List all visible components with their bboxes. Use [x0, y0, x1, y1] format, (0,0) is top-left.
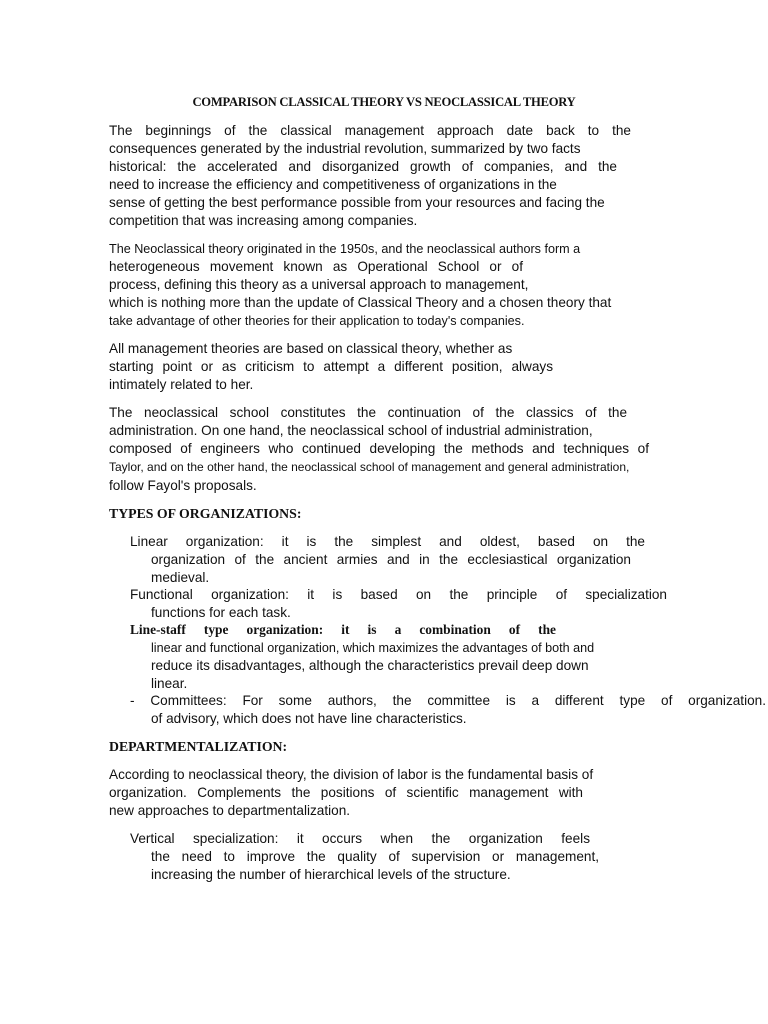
text-line: take advantage of other theories for their application to today's companies.	[109, 314, 525, 328]
text-line: All management theories are based on classical theory, whether as	[109, 341, 513, 356]
list-item-continuation: reduce its disadvantages, although the characteristics prevail deep down	[151, 658, 589, 673]
list-item: Vertical specialization: it occurs when the organization feels	[130, 831, 590, 846]
section-heading-types: TYPES OF ORGANIZATIONS:	[109, 506, 302, 521]
list-item-continuation: of advisory, which does not have line characteristics.	[151, 711, 467, 726]
text-line: which is nothing more than the update of Classical Theory and a chosen theory that	[109, 295, 612, 310]
text-line: heterogeneous movement known as Operational School or of	[109, 259, 523, 274]
text-line: administration. On one hand, the neoclassical school of industrial administration,	[109, 423, 593, 438]
list-item-continuation: the need to improve the quality of supervision or management,	[151, 849, 599, 864]
list-item-continuation: organization of the ancient armies and in the ecclesiastical organization	[151, 552, 631, 567]
list-item: Functional organization: it is based on the principle of specialization	[130, 587, 667, 602]
text-line: process, defining this theory as a universal approach to management,	[109, 277, 529, 292]
list-item-continuation: increasing the number of hierarchical levels of the structure.	[151, 867, 511, 882]
section-heading-departmentalization: DEPARTMENTALIZATION:	[109, 739, 288, 754]
text-line: According to neoclassical theory, the division of labor is the fundamental basis of	[109, 767, 594, 782]
text-line: new approaches to departmentalization.	[109, 803, 351, 818]
list-item-continuation: linear and functional organization, which maximizes the advantages of both and	[151, 641, 595, 655]
list-item-continuation: medieval.	[151, 570, 210, 585]
text-line: starting point or as criticism to attempt a different position, always	[109, 359, 553, 374]
text-line: follow Fayol's proposals.	[109, 478, 257, 493]
text-line: need to increase the efficiency and competitiveness of organizations in the	[109, 177, 557, 192]
list-item-continuation: functions for each task.	[151, 605, 291, 620]
document-title: COMPARISON CLASSICAL THEORY VS NEOCLASSICAL THEORY	[192, 95, 576, 109]
list-item: - Committees: For some authors, the committee is a different type of organization.	[130, 693, 766, 708]
text-line: The neoclassical school constitutes the continuation of the classics of the	[109, 405, 627, 420]
text-line: composed of engineers who continued developing the methods and techniques of	[109, 441, 649, 456]
list-item: Line-staff type organization: it is a combination of the	[130, 622, 556, 637]
text-line: consequences generated by the industrial revolution, summarized by two facts	[109, 141, 581, 156]
text-line: Taylor, and on the other hand, the neoclassical school of management and general administration,	[109, 460, 630, 474]
text-line: competition that was increasing among companies.	[109, 213, 418, 228]
text-line: organization. Complements the positions of scientific management with	[109, 785, 583, 800]
text-line: intimately related to her.	[109, 377, 254, 392]
list-item: Linear organization: it is the simplest and oldest, based on the	[130, 534, 645, 549]
text-line: sense of getting the best performance possible from your resources and facing the	[109, 195, 605, 210]
text-line: historical: the accelerated and disorganized growth of companies, and the	[109, 159, 617, 174]
text-line: The beginnings of the classical management approach date back to the	[109, 123, 631, 138]
text-line: The Neoclassical theory originated in the 1950s, and the neoclassical authors form a	[109, 242, 581, 256]
list-item-continuation: linear.	[151, 676, 188, 691]
